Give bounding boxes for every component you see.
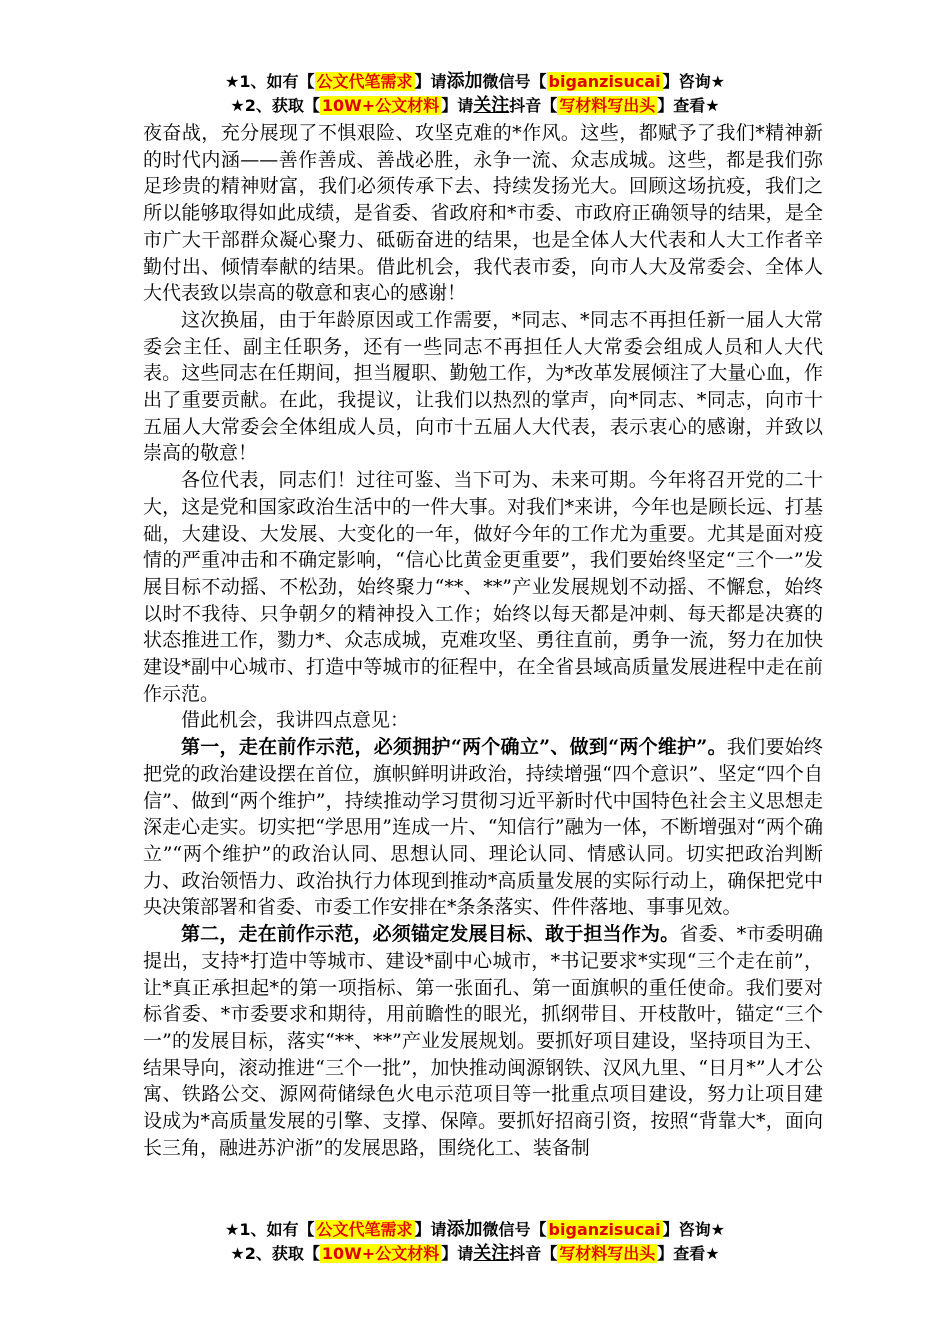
banner-text: 】请 — [414, 72, 447, 91]
banner-highlight: biganzisucai — [548, 1220, 661, 1239]
banner-highlight: 10W+公文材料 — [321, 1244, 440, 1263]
banner-text: 】请 — [441, 96, 474, 115]
banner-text: 】查看★ — [657, 1244, 720, 1263]
paragraph-4: 借此机会，我讲四点意见： — [181, 709, 410, 732]
paragraph-2: 这次换届，由于年龄原因或工作需要，*同志、*同志不再担任新一届人大常委会主任、副主任职务，还有一些同志不再担任人大常委会组成人员和人大代表。这些同志在任期间，担当履职、勤勉工作，为*改革发展倾注了大量心血，作出了重要贡献。在此，我提议，让我们以热烈的掌声，向*同志、*同志，向市十五届人大常委会全体组成人员，向市十五届人大代表，表示衷心的感谢，并致以崇高的敬意！ — [143, 308, 823, 465]
banner-text: 微信号【 — [482, 72, 547, 91]
document-body — [143, 120, 823, 1161]
banner-text: ★2、获取【 — [230, 1244, 320, 1263]
banner-text: 】请 — [441, 1244, 474, 1263]
paragraph-3: 各位代表，同志们！过往可鉴、当下可为、未来可期。今年将召开党的二十大，这是党和国家政治生活中的一件大事。对我们*来讲，今年也是顾长远、打基础，大建设、大发展、大变化的一年，做好今年的工作尤为重要。尤其是面对疫情的严重冲击和不确定影响，“信心比黄金更重要”，我们要始终坚定“三个一”发展目标不动摇、不松劲，始终聚力“**、**”产业发展规划不动摇、不懈怠，始终以时不我待、只争朝夕的精神投入工作；始终以每天都是冲刺、每天都是决赛的状态推进工作，勠力*、众志成城，克难攻坚、勇往直前，勇争一流，努力在加快建设*副中心城市、打造中等城市的征程中，在全省县域高质量发展进程中走在前作示范。 — [143, 469, 823, 705]
banner-emphasis: 添加 — [446, 71, 483, 92]
banner-highlight: 10W+公文材料 — [321, 96, 440, 115]
paragraph-5 — [143, 734, 823, 921]
banner-highlight: 写材料写出头 — [559, 96, 656, 115]
banner-emphasis: 添加 — [446, 1219, 483, 1240]
banner-emphasis: 关注 — [473, 1243, 510, 1264]
banner-text: 】咨询★ — [662, 72, 725, 91]
banner-text: 微信号【 — [482, 1220, 547, 1239]
banner-text: 】查看★ — [657, 96, 720, 115]
banner-text: ★2、获取【 — [230, 96, 320, 115]
section-heading-1: 第一，走在前作示范，必须拥护“两个确立”、做到“两个维护”。 — [181, 736, 727, 759]
promo-banner-bottom-line2 — [0, 1242, 950, 1266]
banner-highlight: biganzisucai — [548, 72, 661, 91]
section-heading-2: 第二，走在前作示范，必须锚定发展目标、敢于担当作为。 — [181, 923, 680, 946]
paragraph-5-text: 我们要始终把党的政治建设摆在首位，旗帜鲜明讲政治，持续增强“四个意识”、坚定“四个自信”、做到“两个维护”，持续推动学习贯彻习近平新时代中国特色社会主义思想走深走心走实。切实把“学思用”连成一片、“知信行”融为一体，不断增强对“两个确立”“两个维护”的政治认同、思想认同、理论认同、情感认同。切实把政治判断力、政治领悟力、政治执行力体现到推动*高质量发展的实际行动上，确保把党中央决策部署和省委、市委工作安排在*条条落实、件件落地、事事见效。 — [143, 736, 823, 919]
banner-text: ★1、如有【 — [225, 1220, 315, 1239]
banner-text: 抖音【 — [509, 1244, 558, 1263]
promo-banner-top-line1 — [0, 70, 950, 94]
paragraph-1: 夜奋战，充分展现了不惧艰险、攻坚克难的*作风。这些，都赋予了我们*精神新的时代内涵——善作善成、善战必胜，永争一流、众志成城。这些，都是我们弥足珍贵的精神财富，我们必须传承下去、持续发扬光大。回顾这场抗疫，我们之所以能够取得如此成绩，是省委、省政府和*市委、市政府正确领导的结果，是全市广大干部群众凝心聚力、砥砺奋进的结果，也是全体人大代表和人大工作者辛勤付出、倾情奉献的结果。借此机会，我代表市委，向市人大及常委会、全体人大代表致以崇高的敬意和衷心的感谢！ — [143, 122, 823, 305]
banner-highlight: 公文代笔需求 — [316, 1220, 413, 1239]
banner-highlight: 写材料写出头 — [559, 1244, 656, 1263]
banner-highlight: 公文代笔需求 — [316, 72, 413, 91]
promo-banner-bottom-line1 — [0, 1218, 950, 1242]
banner-emphasis: 关注 — [473, 95, 510, 116]
promo-banner-top-line2 — [0, 94, 950, 118]
paragraph-6 — [143, 921, 823, 1161]
paragraph-6-text: 省委、*市委明确提出，支持*打造中等城市、建设*副中心城市，*书记要求*实现“三个走在前”，让*真正承担起*的第一项指标、第一张面孔、第一面旗帜的重任使命。我们要对标省委、*市委要求和期待，用前瞻性的眼光，抓纲带目、开枝散叶，锚定“三个一”的发展目标，落实“**、**”产业发展规划。要抓好项目建设，坚持项目为王、结果导向，滚动推进“三个一批”，加快推动闽源钢铁、汉风九里、“日月*”人才公寓、铁路公交、源网荷储绿色火电示范项目等一批重点项目建设，努力让项目建设成为*高质量发展的引擎、支撑、保障。要抓好招商引资，按照“背靠大*，面向长三角，融进苏沪浙”的发展思路，围绕化工、装备制 — [143, 923, 823, 1159]
banner-text: 】咨询★ — [662, 1220, 725, 1239]
banner-text: ★1、如有【 — [225, 72, 315, 91]
banner-text: 】请 — [414, 1220, 447, 1239]
banner-text: 抖音【 — [509, 96, 558, 115]
